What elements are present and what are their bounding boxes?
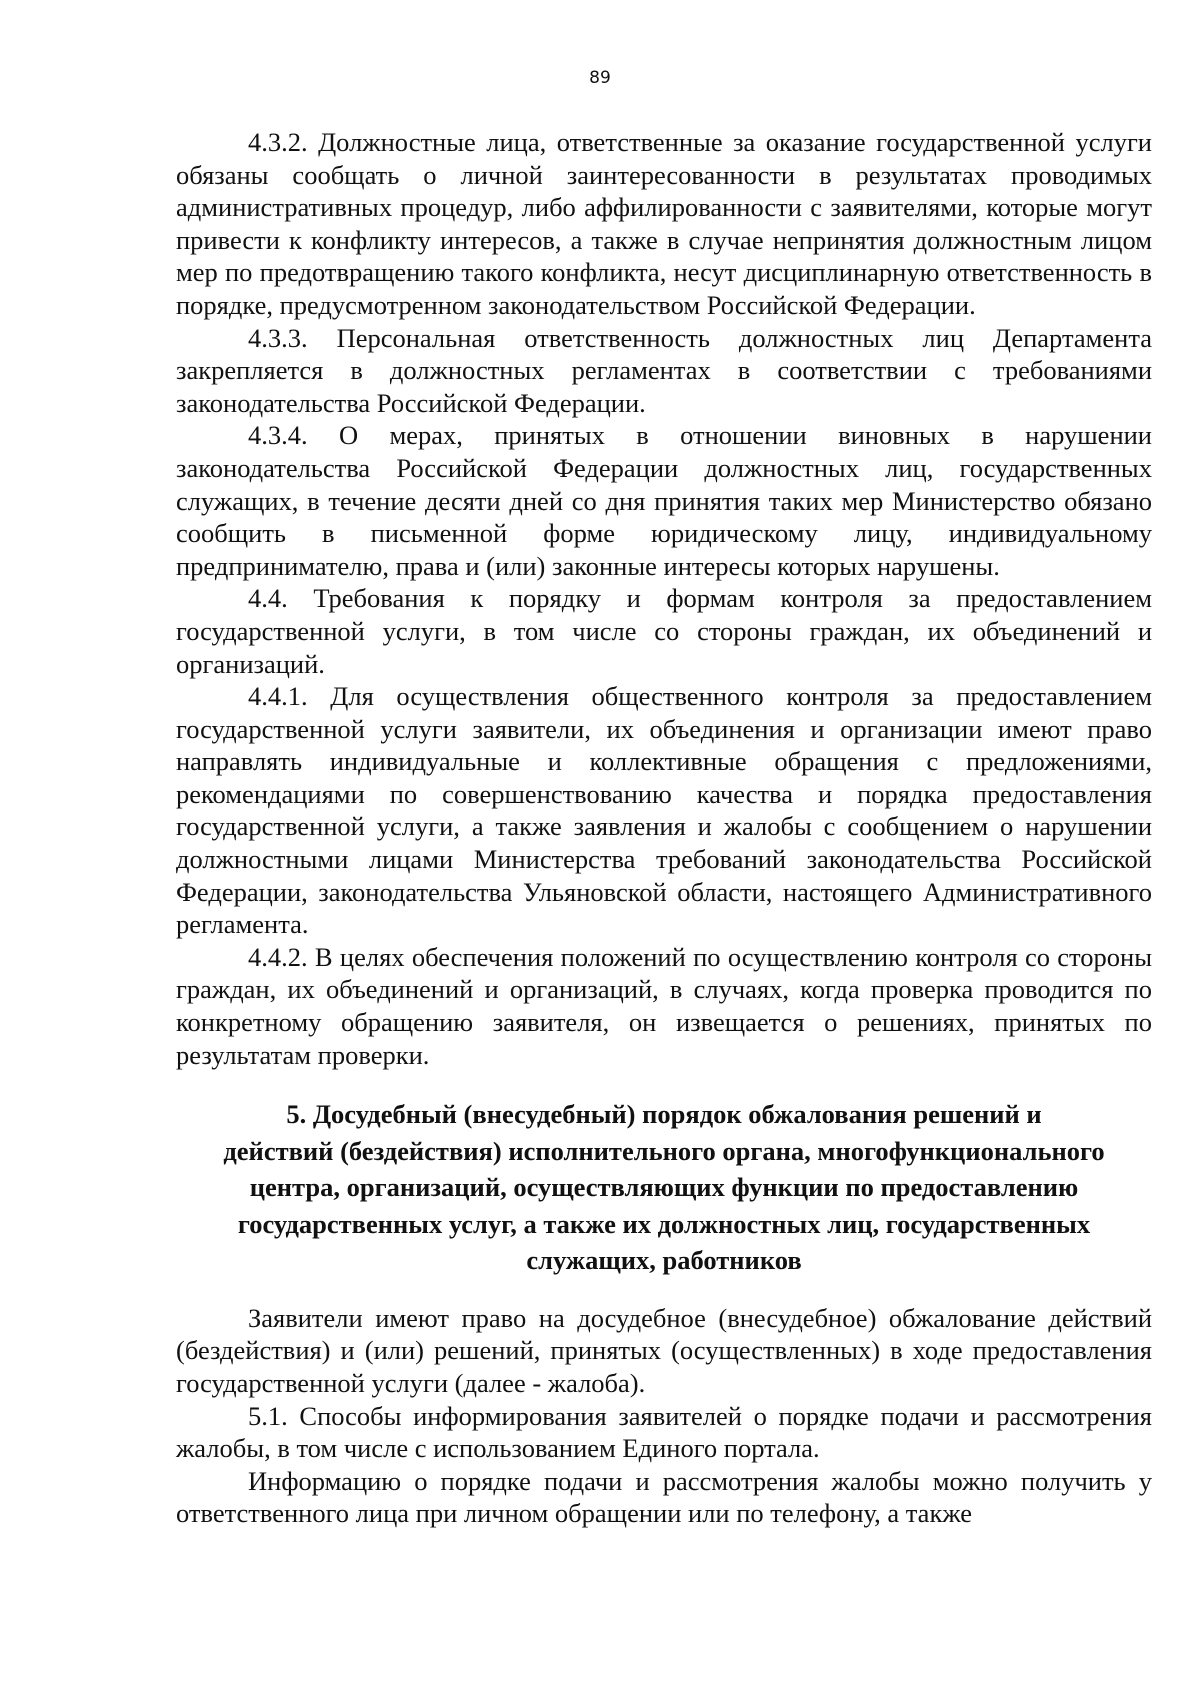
paragraph-5-1: 5.1. Способы информирования заявителей о порядке подачи и рассмотрения жалобы, в том числе с использованием Единого портала. xyxy=(176,1400,1152,1464)
paragraph-info-complaint: Информацию о порядке подачи и рассмотрения жалобы можно получить у ответственного лица при личном обращении или по телефону, а также xyxy=(176,1465,1152,1529)
paragraph-4-3-4: 4.3.4. О мерах, принятых в отношении виновных в нарушении законодательства Российской Федерации должностных лиц, государственных служащих, в течение десяти дней со дня принятия таких мер Министерство обязано сообщить в письменной форме юридическому лицу, индивидуальному предпринимателю, права и (или) законные интересы которых нарушены. xyxy=(176,420,1152,581)
paragraph-4-3-3: 4.3.3. Персональная ответственность должностных лиц Департамента закрепляется в должностных регламентах в соответствии с требованиями законодательства Российской Федерации. xyxy=(176,322,1152,418)
paragraph-4-4-2: 4.4.2. В целях обеспечения положений по осуществлению контроля со стороны граждан, их объединений и организаций, в случаях, когда проверка проводится по конкретному обращению заявителя, он извещается о решениях, принятых по результатам проверки. xyxy=(176,941,1152,1070)
paragraph-4-3-2: 4.3.2. Должностные лица, ответственные за оказание государственной услуги обязаны сообщать о личной заинтересованности в результатах проводимых административных процедур, либо аффилированности с заявителями, которые могут привести к конфликту интересов, а также в случае непринятия должностным лицом мер по предотвращению такого конфликта, несут дисциплинарную ответственность в порядке, предусмотренном законодательством Российской Федерации. xyxy=(176,127,1152,320)
section-heading-5: 5. Досудебный (внесудебный) порядок обжалования решений и действий (бездействия) исполнительного органа, многофункционального центра, организаций, осуществляющих функции по предоставлению государственных услуг, а также их должностных лиц, государственных служащих, работников xyxy=(223,1099,1105,1276)
paragraph-4-4: 4.4. Требования к порядку и формам контроля за предоставлением государственной услуги, в том числе со стороны граждан, их объединений и организаций. xyxy=(176,583,1152,679)
paragraph-4-4-1: 4.4.1. Для осуществления общественного контроля за предоставлением государственной услуги заявители, их объединения и организации имеют право направлять индивидуальные и коллективные обращения с предложениями, рекомендациями по совершенствованию качества и порядка предоставления государственной услуги, а также заявления и жалобы с сообщением о нарушении должностными лицами Министерства требований законодательства Российской Федерации, законодательства Ульяновской области, настоящего Административного регламента. xyxy=(176,681,1152,940)
document-body xyxy=(176,126,1152,1530)
paragraph-appeal-right: Заявители имеют право на досудебное (внесудебное) обжалование действий (бездействия) и (или) решений, принятых (осуществленных) в ходе предоставления государственной услуги (далее - жалоба). xyxy=(176,1302,1152,1398)
page-number: 89 xyxy=(589,68,611,88)
